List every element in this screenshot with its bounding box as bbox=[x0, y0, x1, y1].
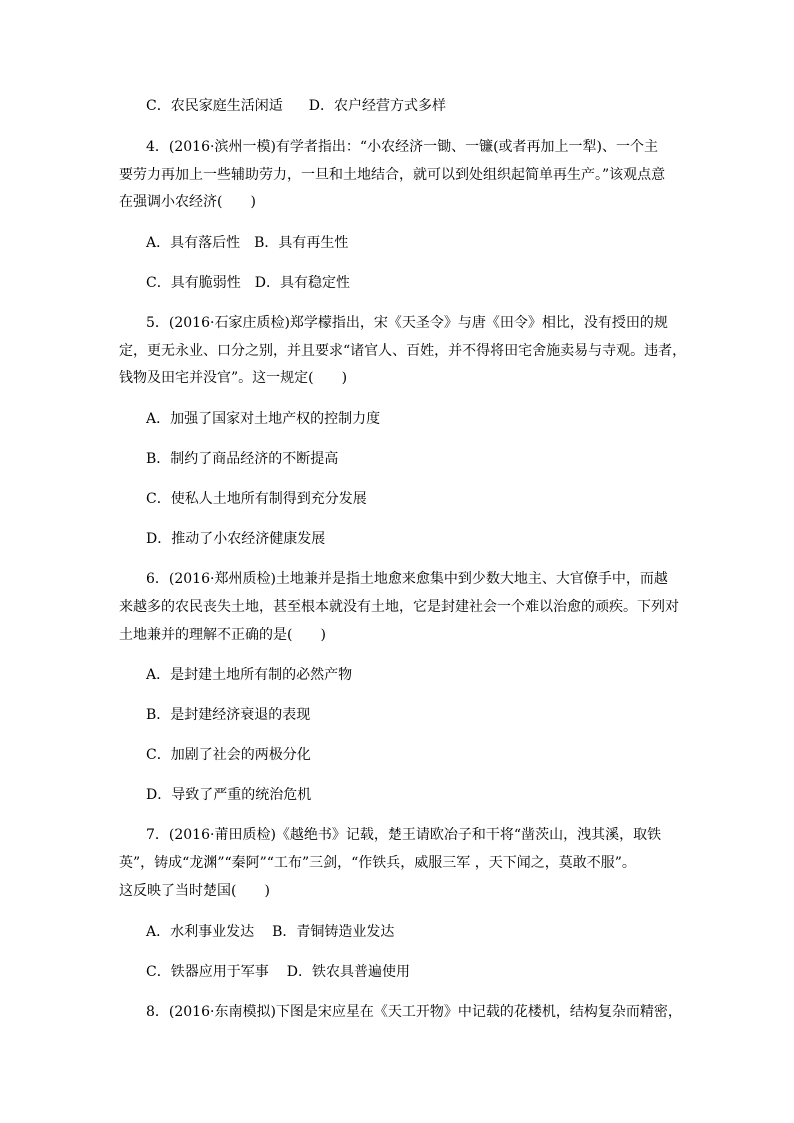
q4-option-c: C．具有脆弱性 bbox=[146, 275, 241, 291]
q5-stem-line-1: 5．(2016·石家庄质检)郑学檬指出，宋《天圣令》与唐《田令》相比，没有授田的规 bbox=[146, 315, 668, 331]
q4-stem-line-3: 在强调小农经济( ) bbox=[119, 194, 256, 210]
q7-stem-line-1: 7．(2016·莆田质检)《越绝书》记载，楚王请欧冶子和干将“凿茨山，洩其溪，取铁 bbox=[146, 827, 662, 843]
q4-stem-line-1: 4．(2016·滨州一模)有学者指出：“小农经济一锄、一镰(或者再加上一犁)、一个主 bbox=[146, 139, 658, 155]
q5-option-b: B．制约了商品经济的不断提高 bbox=[146, 451, 339, 467]
q4-option-d: D．具有稳定性 bbox=[254, 275, 350, 291]
q7-options-ab bbox=[146, 922, 394, 942]
q5-stem-line-3: 钱物及田宅并没官”。这一规定( ) bbox=[119, 370, 348, 386]
q5-stem-line-2: 定，更无永业、口分之别，并且要求“诸官人、百姓，并不得将田宅舍施卖易与寺观。违者， bbox=[119, 343, 687, 359]
q7-option-c: C．铁器应用于军事 bbox=[146, 964, 269, 980]
q5-option-d: D．推动了小农经济健康发展 bbox=[146, 531, 326, 547]
q6-stem-line-2: 来越多的农民丧失土地，甚至根本就没有土地，它是封建社会一个难以治愈的顽疾。下列对 bbox=[119, 599, 679, 615]
q6-option-d: D．导致了严重的统治危机 bbox=[146, 787, 312, 803]
q8-stem-line-1: 8．(2016·东南模拟)下图是宋应星在《天工开物》中记载的花楼机，结构复杂而精密， bbox=[146, 1004, 682, 1020]
q7-option-d: D．铁农具普遍使用 bbox=[286, 964, 410, 980]
q5-option-a: A．加强了国家对土地产权的控制力度 bbox=[146, 411, 381, 427]
q3-options-cd bbox=[146, 96, 446, 116]
q3-option-d: D．农户经营方式多样 bbox=[308, 98, 446, 114]
q4-option-b: B．具有再生性 bbox=[254, 235, 349, 251]
q4-stem-line-2: 要劳力再加上一些辅助劳力，一旦和土地结合，就可以到处组织起简单再生产。”该观点意 bbox=[119, 167, 666, 183]
q6-stem-line-3: 土地兼并的理解不正确的是( ) bbox=[119, 627, 326, 643]
q4-options-cd bbox=[146, 273, 350, 293]
q6-stem-line-1: 6．(2016·郑州质检)土地兼并是指土地愈来愈集中到少数大地主、大官僚手中，而越 bbox=[146, 571, 668, 587]
q4-options-ab bbox=[146, 233, 348, 253]
q5-option-c: C．使私人土地所有制得到充分发展 bbox=[146, 491, 367, 507]
q7-options-cd bbox=[146, 962, 410, 982]
q7-option-a: A．水利事业发达 bbox=[146, 924, 255, 940]
q6-option-b: B．是封建经济衰退的表现 bbox=[146, 707, 311, 723]
q7-stem-line-2: 英”，铸成“龙渊”“秦阿”“工布”三剑，“作铁兵，威服三军 ，天下闻之，莫敢不服”。 bbox=[119, 855, 636, 871]
q4-option-a: A．具有落后性 bbox=[146, 235, 241, 251]
q6-option-a: A．是封建土地所有制的必然产物 bbox=[146, 667, 353, 683]
q7-stem-line-3: 这反映了当时楚国( ) bbox=[119, 883, 270, 899]
q6-option-c: C．加剧了社会的两极分化 bbox=[146, 747, 311, 763]
q3-option-c: C．农民家庭生活闲适 bbox=[146, 98, 283, 114]
q7-option-b: B．青铜铸造业发达 bbox=[272, 924, 395, 940]
